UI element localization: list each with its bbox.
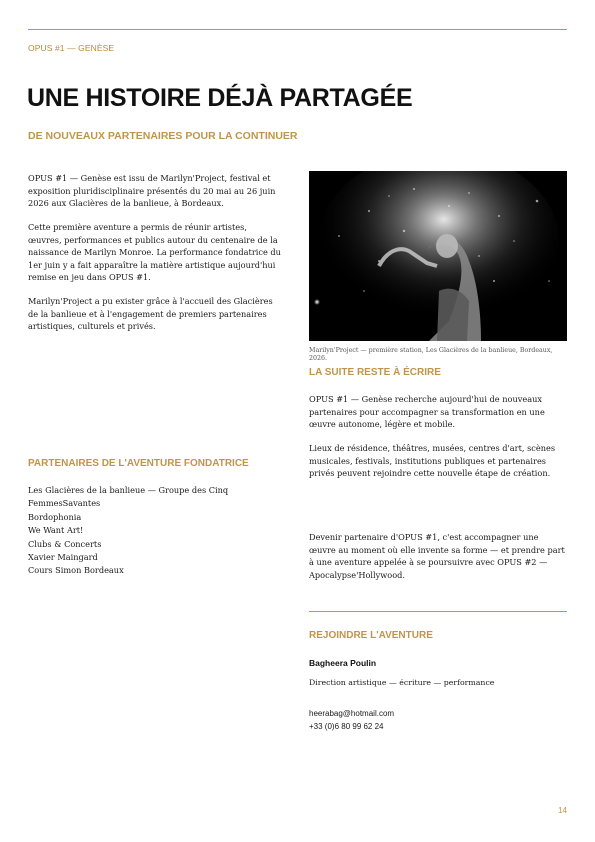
page-title: UNE HISTOIRE DÉJÀ PARTAGÉE — [27, 84, 413, 112]
contact-role: Direction artistique — écriture — performance — [309, 678, 495, 687]
suite-heading: LA SUITE RESTE À ÉCRIRE — [309, 367, 441, 378]
top-rule — [28, 29, 567, 30]
partner-item: Les Glacières de la banlieue — Groupe des Cinq — [28, 485, 229, 495]
suite-paragraph-2: Lieux de résidence, théâtres, musées, centres d'art, scènes musicales, festivals, institutions publiques et partenaires privés peuvent rejoindre cette nouvelle étape de création. — [309, 443, 556, 478]
photo-caption: Marilyn'Project — première station, Les Glacières de la banlieue, Bordeaux, 2026. — [309, 347, 553, 363]
intro-paragraph-2: Cette première aventure a permis de réunir artistes, œuvres, performances et publics autour du centenaire de la naissance de Marilyn Monroe. La performance fondatrice du 1er juin y a fait apparaître la matière artistique aujourd'hui remise en jeu dans OPUS #1. — [28, 222, 281, 282]
contact-phone[interactable]: +33 (0)6 80 99 62 24 — [309, 722, 384, 731]
intro-paragraph-3: Marilyn'Project a pu exister grâce à l'accueil des Glacières de la banlieue et à l'engagement de premiers partenaires artistiques, culturels et privés. — [28, 296, 273, 331]
section-kicker: OPUS #1 — GENÈSE — [28, 43, 115, 53]
partners-heading: PARTENAIRES DE L'AVENTURE FONDATRICE — [28, 458, 249, 469]
performance-photo — [309, 171, 567, 341]
intro-paragraph-1: OPUS #1 — Genèse est issu de Marilyn'Project, festival et exposition pluridisciplinaire présentés du 20 mai au 26 juin 2026 aux Glacières de la banlieue, à Bordeaux. — [28, 173, 276, 208]
contact-email[interactable]: heerabag@hotmail.com — [309, 709, 395, 718]
partners-list — [28, 484, 283, 578]
join-rule — [309, 611, 567, 612]
page-subtitle: DE NOUVEAUX PARTENAIRES POUR LA CONTINUER — [28, 130, 298, 142]
suite-paragraph-1: OPUS #1 — Genèse recherche aujourd'hui de nouveaux partenaires pour accompagner sa transformation en une œuvre autonome, légère et mobile. — [309, 394, 545, 429]
partner-item: We Want Art! — [28, 525, 84, 536]
performance-photo-graphic — [309, 171, 567, 341]
contact-name: Bagheera Poulin — [309, 658, 377, 668]
partner-item: Cours Simon Bordeaux — [28, 565, 124, 576]
partner-item: Xavier Maingard — [28, 552, 98, 563]
partner-item: Clubs & Concerts — [28, 538, 102, 549]
partner-item: FemmesSavantes — [28, 498, 101, 509]
join-heading: REJOINDRE L'AVENTURE — [309, 630, 433, 641]
partner-item: Bordophonia — [28, 511, 82, 522]
suite-paragraph-3: Devenir partenaire d'OPUS #1, c'est accompagner une œuvre au moment où elle invente sa forme — et prendre part à une aventure appelée à se poursuivre avec OPUS #2 — Apocalypse'Hollywood. — [309, 532, 565, 580]
page-number: 14 — [558, 806, 567, 815]
